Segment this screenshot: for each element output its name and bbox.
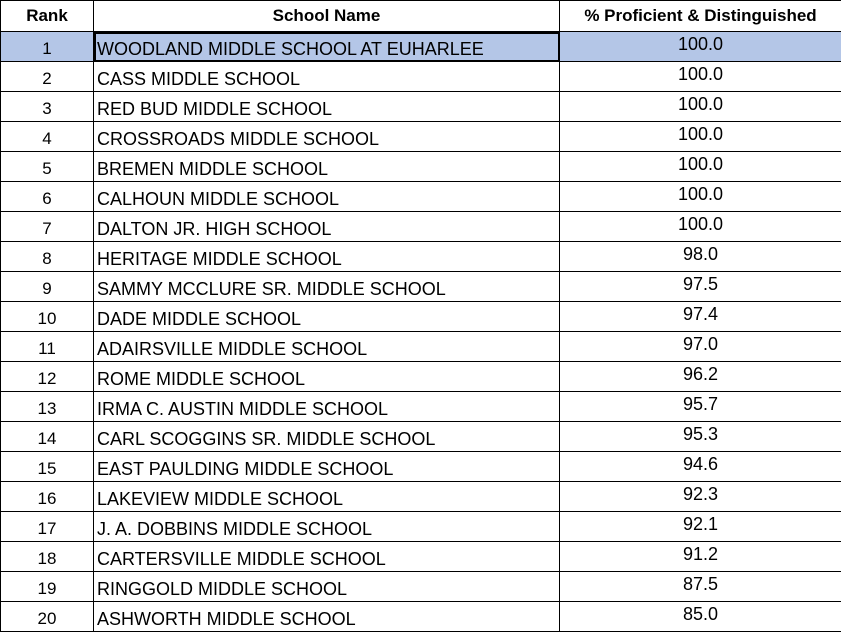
table-row	[1, 272, 841, 302]
table-row	[1, 482, 841, 512]
table-row	[1, 422, 841, 452]
rank-cell[interactable]: 18	[1, 542, 94, 572]
table-row	[1, 122, 841, 152]
school-name-cell[interactable]: HERITAGE MIDDLE SCHOOL	[94, 242, 560, 272]
rank-cell[interactable]: 14	[1, 422, 94, 452]
rank-cell[interactable]: 1	[1, 32, 94, 62]
school-name-cell[interactable]: RED BUD MIDDLE SCHOOL	[94, 92, 560, 122]
school-name-cell[interactable]: LAKEVIEW MIDDLE SCHOOL	[94, 482, 560, 512]
table-row	[1, 452, 841, 482]
school-name-column-header[interactable]: School Name	[94, 1, 560, 32]
rank-cell[interactable]: 19	[1, 572, 94, 602]
school-name-cell[interactable]: CALHOUN MIDDLE SCHOOL	[94, 182, 560, 212]
proficient-cell[interactable]: 95.7	[560, 392, 841, 422]
rank-cell[interactable]: 9	[1, 272, 94, 302]
school-name-cell[interactable]: CASS MIDDLE SCHOOL	[94, 62, 560, 92]
proficient-cell[interactable]: 100.0	[560, 122, 841, 152]
proficient-cell[interactable]: 97.4	[560, 302, 841, 332]
proficient-cell[interactable]: 100.0	[560, 92, 841, 122]
school-name-cell[interactable]: ADAIRSVILLE MIDDLE SCHOOL	[94, 332, 560, 362]
rank-cell[interactable]: 15	[1, 452, 94, 482]
proficient-cell[interactable]: 92.3	[560, 482, 841, 512]
table-row	[1, 572, 841, 602]
proficient-cell[interactable]: 98.0	[560, 242, 841, 272]
proficient-cell[interactable]: 97.5	[560, 272, 841, 302]
table-row	[1, 62, 841, 92]
proficient-cell[interactable]: 97.0	[560, 332, 841, 362]
rank-cell[interactable]: 20	[1, 602, 94, 632]
table-row	[1, 602, 841, 632]
proficient-cell[interactable]: 85.0	[560, 602, 841, 632]
rank-cell[interactable]: 11	[1, 332, 94, 362]
school-name-cell[interactable]: RINGGOLD MIDDLE SCHOOL	[94, 572, 560, 602]
rank-cell[interactable]: 2	[1, 62, 94, 92]
rank-cell[interactable]: 6	[1, 182, 94, 212]
proficient-cell[interactable]: 92.1	[560, 512, 841, 542]
school-name-cell[interactable]: WOODLAND MIDDLE SCHOOL AT EUHARLEE	[94, 32, 560, 62]
table-row	[1, 512, 841, 542]
school-name-cell[interactable]: CARL SCOGGINS SR. MIDDLE SCHOOL	[94, 422, 560, 452]
rank-cell[interactable]: 8	[1, 242, 94, 272]
proficient-cell[interactable]: 100.0	[560, 182, 841, 212]
table-row	[1, 332, 841, 362]
proficient-cell[interactable]: 100.0	[560, 152, 841, 182]
rank-cell[interactable]: 17	[1, 512, 94, 542]
table-row	[1, 302, 841, 332]
rank-column-header[interactable]: Rank	[1, 1, 94, 32]
proficient-cell[interactable]: 100.0	[560, 32, 841, 62]
rank-cell[interactable]: 12	[1, 362, 94, 392]
table-row	[1, 212, 841, 242]
school-name-cell[interactable]: IRMA C. AUSTIN MIDDLE SCHOOL	[94, 392, 560, 422]
rank-cell[interactable]: 5	[1, 152, 94, 182]
table-row	[1, 92, 841, 122]
proficient-cell[interactable]: 94.6	[560, 452, 841, 482]
school-name-cell[interactable]: J. A. DOBBINS MIDDLE SCHOOL	[94, 512, 560, 542]
school-name-cell[interactable]: SAMMY MCCLURE SR. MIDDLE SCHOOL	[94, 272, 560, 302]
rank-cell[interactable]: 16	[1, 482, 94, 512]
proficient-column-header[interactable]: % Proficient & Distinguished	[560, 1, 841, 32]
rank-cell[interactable]: 7	[1, 212, 94, 242]
header-row	[1, 1, 841, 32]
table-row	[1, 392, 841, 422]
table-row	[1, 152, 841, 182]
proficient-cell[interactable]: 96.2	[560, 362, 841, 392]
rank-cell[interactable]: 4	[1, 122, 94, 152]
proficient-cell[interactable]: 91.2	[560, 542, 841, 572]
rank-cell[interactable]: 10	[1, 302, 94, 332]
school-name-cell[interactable]: CROSSROADS MIDDLE SCHOOL	[94, 122, 560, 152]
table-row	[1, 362, 841, 392]
proficient-cell[interactable]: 100.0	[560, 212, 841, 242]
rank-cell[interactable]: 3	[1, 92, 94, 122]
proficient-cell[interactable]: 87.5	[560, 572, 841, 602]
school-name-cell[interactable]: ASHWORTH MIDDLE SCHOOL	[94, 602, 560, 632]
school-name-cell[interactable]: CARTERSVILLE MIDDLE SCHOOL	[94, 542, 560, 572]
school-name-cell[interactable]: DALTON JR. HIGH SCHOOL	[94, 212, 560, 242]
proficient-cell[interactable]: 95.3	[560, 422, 841, 452]
school-name-cell[interactable]: EAST PAULDING MIDDLE SCHOOL	[94, 452, 560, 482]
table-row	[1, 542, 841, 572]
table-row	[1, 32, 841, 62]
school-name-cell[interactable]: DADE MIDDLE SCHOOL	[94, 302, 560, 332]
proficient-cell[interactable]: 100.0	[560, 62, 841, 92]
rank-cell[interactable]: 13	[1, 392, 94, 422]
school-name-cell[interactable]: ROME MIDDLE SCHOOL	[94, 362, 560, 392]
school-name-cell[interactable]: BREMEN MIDDLE SCHOOL	[94, 152, 560, 182]
table-row	[1, 182, 841, 212]
table-row	[1, 242, 841, 272]
table-body	[1, 32, 841, 632]
